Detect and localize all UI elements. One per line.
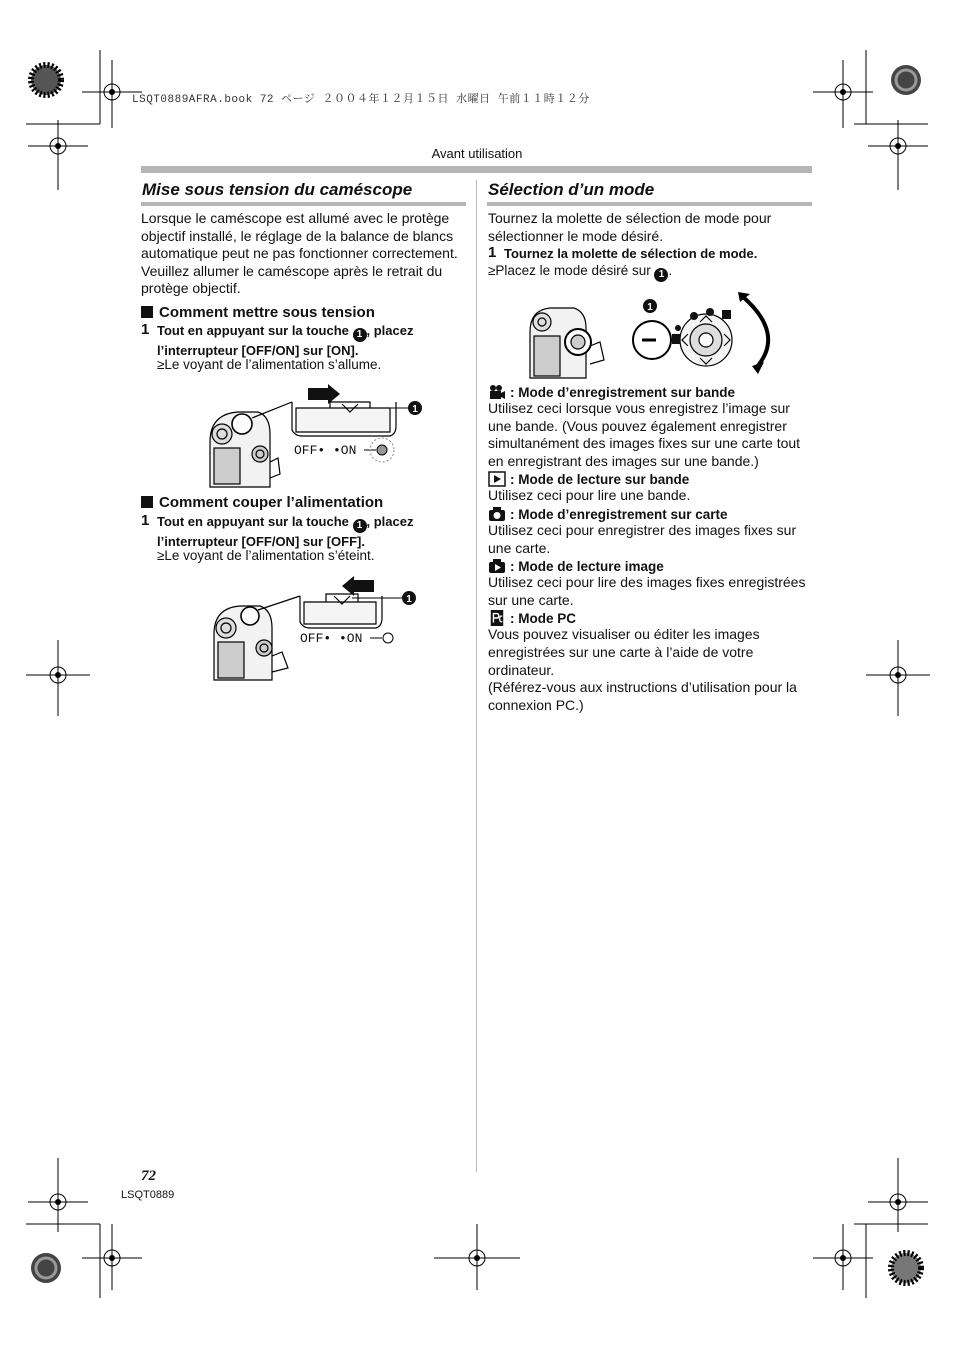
power-on-bullet: ≥Le voyant de l’alimentation s’allume. [157, 357, 382, 372]
file-info: LSQT0889AFRA.book 72 ページ ２００４年１２月１５日 水曜日 午前１１時１２分 [132, 94, 590, 106]
pc-note: (Référez-vous aux instructions d’utilisation pour la connexion PC.) [488, 679, 797, 713]
marker-1-icon: 1 [353, 328, 367, 342]
power-off-step-number: 1 [141, 512, 150, 529]
power-off-bullet: ≥Le voyant de l’alimentation s’éteint. [157, 548, 375, 563]
mode-pc-desc: Vous pouvez visualiser ou éditer les images enregistrées sur une carte à l’aide de votre ordinateur. [488, 626, 760, 678]
callout-number: 1 [406, 594, 412, 605]
mode-card-record-desc: Utilisez ceci pour enregistrer des images fixes sur une carte. [488, 521, 797, 556]
mode-tape-play-desc: Utilisez ceci pour lire une bande. [488, 487, 691, 504]
mode-card-play-label: : Mode de lecture image [488, 558, 813, 574]
camcorder-power-on-illustration [200, 382, 440, 492]
play-icon [488, 471, 506, 487]
mode-bullet: ≥Placez le mode désiré sur 1 . [488, 263, 673, 280]
off-switch-label: OFF• •ON [300, 631, 363, 646]
page-number: 72 [141, 1168, 156, 1184]
left-title-underline [141, 202, 466, 206]
power-on-step: Tout en appuyant sur la touche 1 , placez l’interrupteur [OFF/ON] sur [ON]. [157, 323, 414, 358]
marker-1-icon: 1 [654, 268, 668, 282]
mode-card-play-desc: Utilisez ceci pour lire des images fixes enregistrées sur une carte. [488, 574, 806, 608]
left-intro: Lorsque le caméscope est allumé avec le protège objectif installé, le réglage de la balance de blancs automatique peut ne pas fonctionner correctement. Veuillez allumer le caméscope après le retrait du protège objectif. [141, 210, 458, 297]
right-title-underline [487, 202, 812, 206]
callout-number: 1 [647, 302, 653, 313]
mode-video-label: : Mode d’enregistrement sur bande [488, 384, 813, 400]
square-bullet-icon [141, 306, 153, 318]
on-switch-label: OFF• •ON [294, 443, 357, 458]
pc-icon [488, 610, 506, 626]
card-play-icon [488, 558, 506, 574]
right-intro: Tournez la molette de sélection de mode pour sélectionner le mode désiré. [488, 210, 772, 244]
callout-number: 1 [412, 404, 418, 415]
square-bullet-icon [141, 496, 153, 508]
header-bar [141, 166, 812, 173]
mode-list [488, 384, 813, 714]
column-divider [476, 180, 477, 1172]
mode-pc-label: : Mode PC [488, 610, 813, 626]
power-on-heading: Comment mettre sous tension [141, 304, 375, 321]
right-title: Sélection d’un mode [488, 180, 655, 199]
power-on-step-number: 1 [141, 321, 150, 338]
mode-dial-illustration [524, 288, 780, 380]
document-code: LSQT0889 [121, 1189, 175, 1201]
mode-step-number: 1 [488, 244, 497, 261]
video-camera-icon [488, 384, 506, 400]
section-title: Avant utilisation [431, 146, 523, 161]
mode-step: Tournez la molette de sélection de mode. [504, 246, 758, 261]
camera-icon [488, 506, 506, 522]
mode-video-desc: Utilisez ceci lorsque vous enregistrez l’image sur une bande. (Vous pouvez également enregistrer simultanément des images fixes sur une carte tout en enregistrant des images sur une bande.) [488, 400, 801, 469]
power-off-step: Tout en appuyant sur la touche 1 , placez l’interrupteur [OFF/ON] sur [OFF]. [157, 514, 414, 549]
camcorder-power-off-illustration [206, 574, 426, 684]
marker-1-icon: 1 [353, 519, 367, 533]
left-title: Mise sous tension du caméscope [142, 180, 413, 199]
mode-card-record-label: : Mode d’enregistrement sur carte [488, 506, 813, 522]
mode-tape-play-label: : Mode de lecture sur bande [488, 471, 813, 487]
power-off-heading: Comment couper l’alimentation [141, 494, 383, 511]
